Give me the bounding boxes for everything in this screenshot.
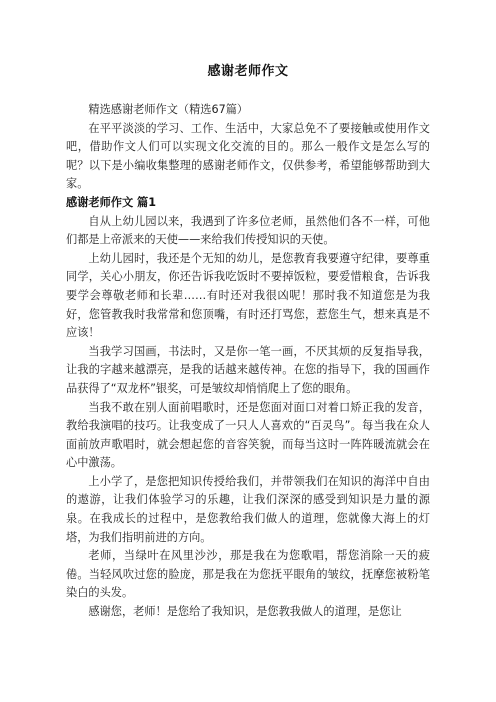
intro-line: 精选感谢老师作文（精选67篇） — [88, 103, 249, 116]
body-paragraph: 当我学习国画，书法时，又是你一笔一画，不厌其烦的反复指导我，让我的字越来越漂亮，是我的话越来越传神。在您的指导下，我的国画作品获得了“双龙杯”银奖，可是皱纹却悄悄爬上了您的眼角。 — [66, 344, 430, 395]
body-paragraph: 上幼儿园时，我还是个无知的幼儿，是您教育我要遵守纪律，要尊重同学，关心小朋友，你还告诉我吃饭时不要掉饭粒，要爱惜粮食，告诉我要学会尊敬老师和长辈……有时还对我很凶呢！那时我不知道您是为我好，您管教我时我常常和您顶嘴，有时还打骂您，惹您生气，想来真是不应该！ — [66, 251, 430, 340]
document-title: 感谢老师作文 — [207, 64, 289, 79]
body-paragraph: 自从上幼儿园以来，我遇到了许多位老师，虽然他们各不一样，可他们都是上帝派来的天使——来给我们传授知识的天使。 — [66, 214, 430, 247]
body-paragraph: 感谢您，老师！是您给了我知识，是您教我做人的道理，是您让 — [88, 605, 402, 619]
section-heading: 感谢老师作文 篇1 — [66, 195, 156, 209]
body-paragraph: 当我不敢在别人面前唱歌时，还是您面对面口对着口矫正我的发音，教给我演唱的技巧。让我变成了一只人人喜欢的“百灵鸟”。每当我在众人面前放声歌唱时，就会想起您的音容笑貌，而每当这时一阵阵暖流就会在心中激荡。 — [66, 400, 430, 470]
body-paragraph: 上小学了，是您把知识传授给我们，并带领我们在知识的海洋中自由的遨游，让我们体验学习的乐趣，让我们深深的感受到知识是力量的源泉。在我成长的过程中，是您教给我们做人的道理，您就像大海上的灯塔，为我们指明前进的方向。 — [66, 474, 430, 544]
body-paragraph: 老师，当绿叶在风里沙沙，那是我在为您歌唱，帮您消除一天的疲倦。当轻风吹过您的脸庞，那是我在为您抚平眼角的皱纹，抚摩您被粉笔染白的头发。 — [66, 549, 430, 600]
intro-paragraph: 在平平淡淡的学习、工作、生活中，大家总免不了要接触或使用作文吧，借助作文人们可以实现文化交流的目的。那么一般作文是怎么写的呢？以下是小编收集整理的感谢老师作文，仅供参考，希望能够帮助到大家。 — [66, 121, 430, 191]
